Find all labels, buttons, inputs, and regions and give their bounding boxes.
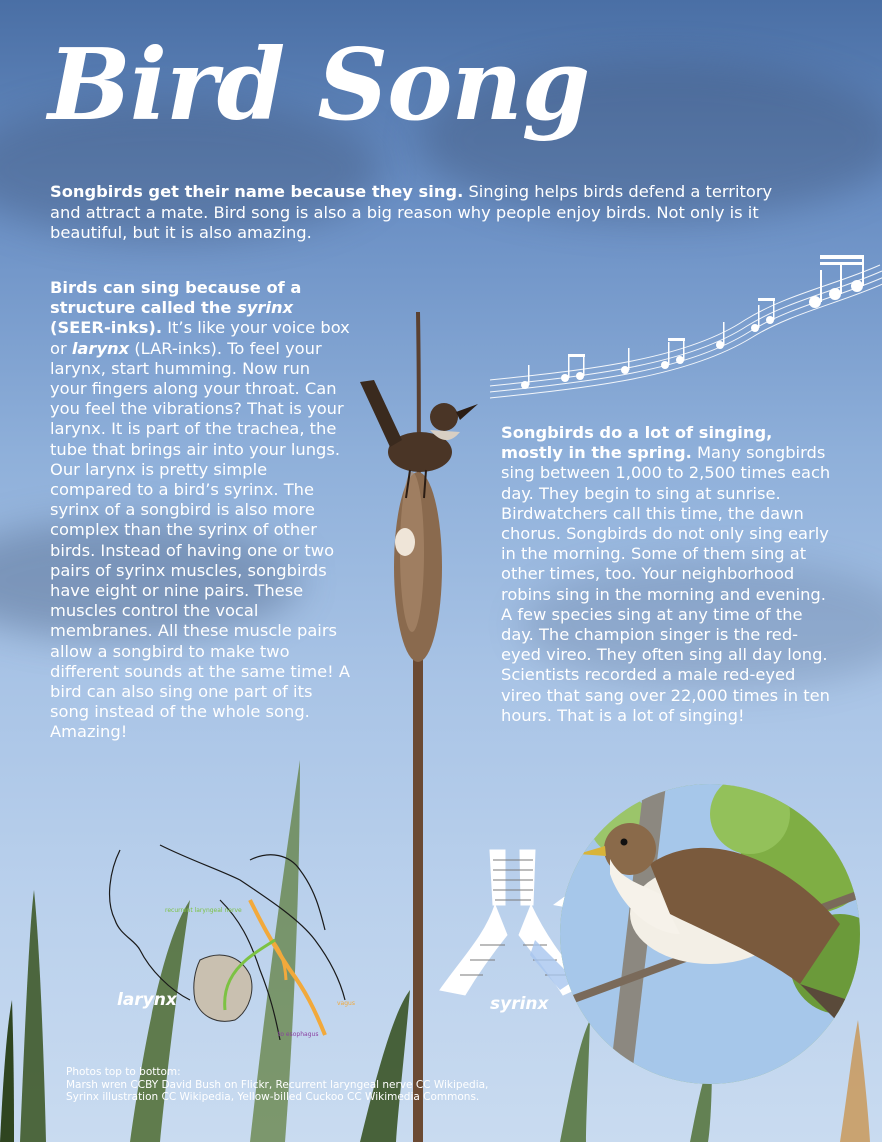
syrinx-paragraph [50,278,350,743]
syrinx-lead-b: (SEER-inks). [50,318,163,338]
nerve-label: recurrent laryngeal nerve [165,907,242,914]
credits-line: Marsh wren CCBY David Bush on Flickr, Recurrent laryngeal nerve CC Wikipedia, [66,1078,489,1091]
intro-lead: Songbirds get their name because they sing. [50,182,464,201]
photo-credits [66,1066,488,1104]
cuckoo-photo [560,784,860,1084]
vagus-label: vagus [337,1000,355,1007]
larynx-diagram [100,840,370,1040]
syrinx-text-b: (LAR-inks). To feel your larynx, start humming. Now run your fingers along your throat. Can you feel the vibrations? That is your larynx. It is part of the trachea, the tube that brings air into your lungs. Our larynx is pretty simple compared to a bird’s syrinx. The syrinx of a songbird is also more complex than the syrinx of other birds. Instead of having one or two pairs of syrinx muscles, songbirds have eight or nine pairs. These muscles control the vocal membranes. All these muscle pairs allow a songbird to make two different sounds at the same time! A bird can also sing one part of its song instead of the whole song. Amazing! [50,338,350,742]
cuckoo-illustration [560,784,860,1084]
singing-text: Many songbirds sing between 1,000 to 2,500 times each day. They begin to sing at sunrise. Birdwatchers call this time, the dawn chorus. Songbirds do not only sing early in the morning. Some of them sing at other times, too. Your neighborhood robins sing in the morning and evening. A few species sing at any time of the day. The champion singer is the red-eyed vireo. They often sing all day long. Scientists recorded a male red-eyed vireo that sang over 22,000 times in ten hours. That is a lot of singing! [501,443,831,725]
singing-lead: Songbirds do a lot of singing, mostly in the spring. [501,423,773,463]
larynx-label: larynx [117,990,177,1010]
syrinx-text-a: It’s like your voice box or [50,318,350,358]
singing-paragraph [501,423,831,726]
credits-heading: Photos top to bottom: [66,1066,181,1078]
music-notes-decoration [485,250,882,410]
esophagus-label: to esophagus [278,1031,319,1038]
page-title: Bird Song [48,28,590,143]
intro-text: Singing helps birds defend a territory and attract a mate. Bird song is also a big reason why people enjoy birds. Not only is it beautiful, but it is also amazing. [50,182,773,242]
credits-line: Syrinx illustration CC Wikipedia, Yellow-billed Cuckoo CC Wikimedia Commons. [66,1091,480,1103]
larynx-term: larynx [71,338,130,358]
cattail-with-wren-photo [360,312,480,1142]
syrinx-lead-term: syrinx [237,298,294,318]
intro-paragraph [50,182,790,244]
syrinx-label: syrinx [490,994,549,1014]
syrinx-lead-a: Birds can sing because of a structure called the [50,278,302,318]
